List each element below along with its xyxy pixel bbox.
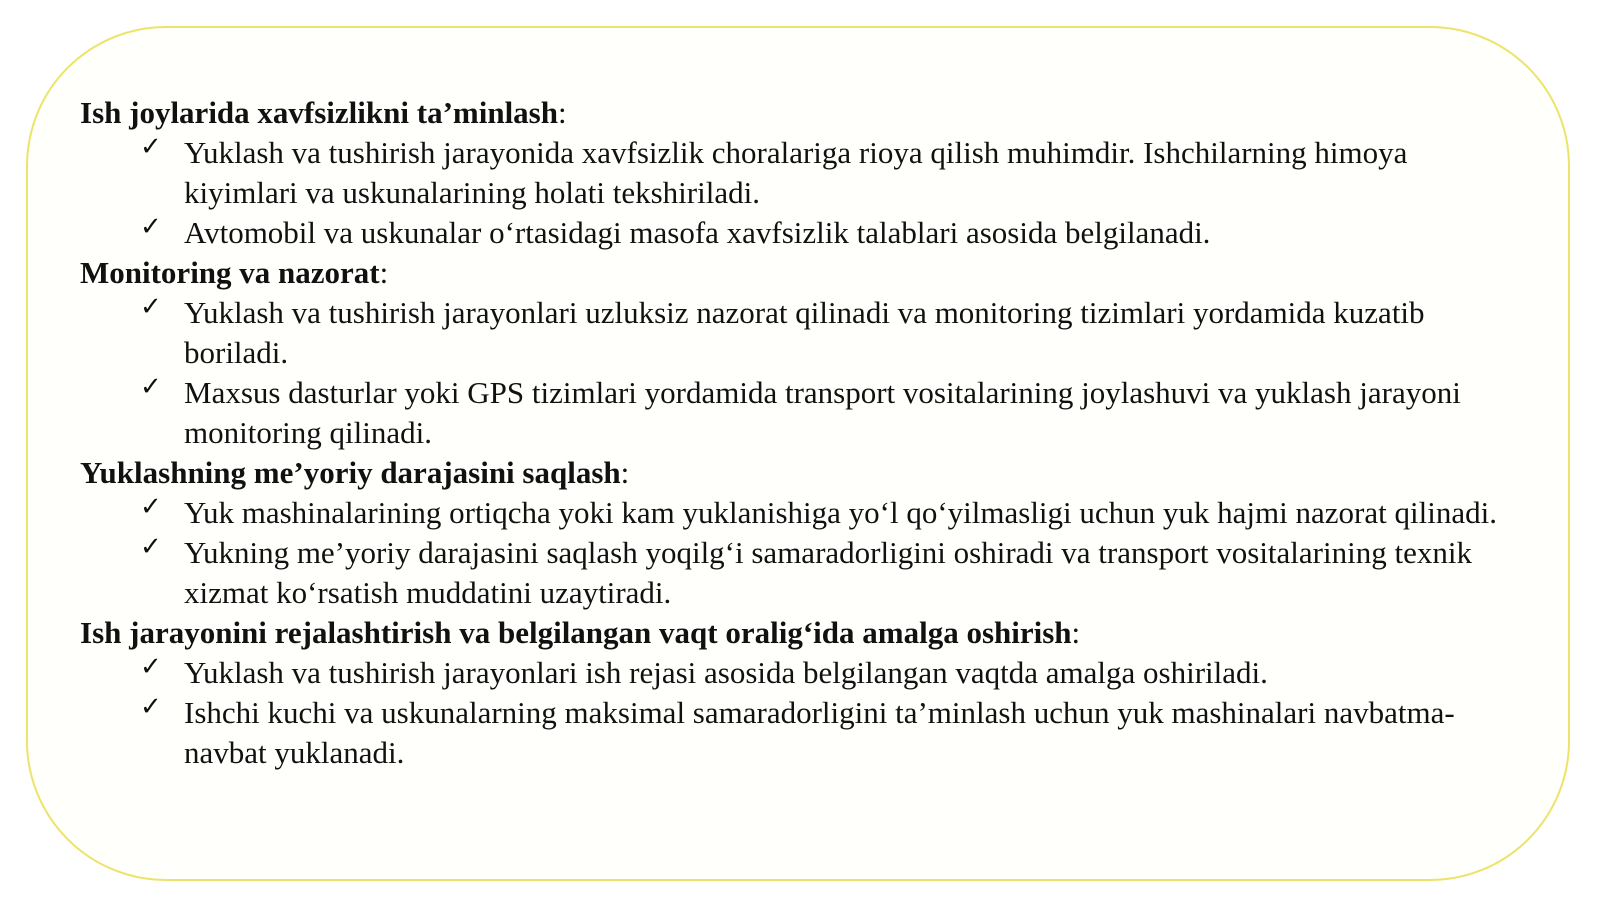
checkmark-icon: ✓ (140, 292, 162, 322)
list-item-text: Yuk mashinalarining ortiqcha yoki kam yuklanishiga yo‘l qo‘yilmasligi uchun yuk hajmi nazorat qilinadi. (184, 495, 1497, 530)
list-item (80, 693, 1520, 773)
list-item (80, 493, 1520, 533)
checkmark-icon: ✓ (140, 132, 162, 162)
checkmark-icon: ✓ (140, 372, 162, 402)
list-item-text: Yuklash va tushirish jarayonlari uzluksiz nazorat qilinadi va monitoring tizimlari yordamida kuzatib boriladi. (184, 295, 1425, 370)
list-item-text: Ishchi kuchi va uskunalarning maksimal samaradorligini ta’minlash uchun yuk mashinalari navbatma-navbat yuklanadi. (184, 695, 1455, 770)
list-item (80, 133, 1520, 213)
checkmark-icon: ✓ (140, 692, 162, 722)
heading-colon: : (1071, 615, 1081, 650)
heading-colon: : (379, 255, 389, 290)
section-heading (80, 253, 1520, 293)
bullet-list (80, 493, 1520, 613)
checkmark-icon: ✓ (140, 492, 162, 522)
section-heading (80, 453, 1520, 493)
checkmark-icon: ✓ (140, 532, 162, 562)
section-monitoring (80, 253, 1520, 453)
section-title: Monitoring va nazorat (80, 255, 380, 290)
list-item-text: Yuklash va tushirish jarayonlari ish rejasi asosida belgilangan vaqtda amalga oshiriladi. (184, 655, 1268, 690)
checkmark-icon: ✓ (140, 212, 162, 242)
heading-colon: : (558, 95, 567, 130)
list-item (80, 533, 1520, 613)
section-heading (80, 613, 1520, 653)
list-item-text: Yuklash va tushirish jarayonida xavfsizlik choralariga rioya qilish muhimdir. Ishchilarning himoya kiyimlari va uskunalarining holati tekshiriladi. (184, 135, 1408, 210)
list-item (80, 373, 1520, 453)
checkmark-icon: ✓ (140, 652, 162, 682)
bullet-list (80, 133, 1520, 253)
list-item (80, 653, 1520, 693)
list-item (80, 213, 1520, 253)
heading-colon: : (620, 455, 630, 490)
section-title: Yuklashning me’yoriy darajasini saqlash (80, 455, 621, 490)
section-heading (80, 93, 1520, 133)
list-item (80, 293, 1520, 373)
section-load-level (80, 453, 1520, 613)
section-title: Ish joylarida xavfsizlikni ta’minlash (80, 95, 558, 130)
bullet-list (80, 653, 1520, 773)
section-workplace-safety (80, 93, 1520, 253)
bullet-list (80, 293, 1520, 453)
section-title: Ish jarayonini rejalashtirish va belgilangan vaqt oralig‘ida amalga oshirish (80, 615, 1072, 650)
list-item-text: Avtomobil va uskunalar o‘rtasidagi masofa xavfsizlik talablari asosida belgilanadi. (184, 215, 1211, 250)
section-work-planning (80, 613, 1520, 773)
list-item-text: Maxsus dasturlar yoki GPS tizimlari yordamida transport vositalarining joylashuvi va yuklash jarayoni monitoring qilinadi. (184, 375, 1461, 450)
document-body (80, 93, 1520, 773)
list-item-text: Yukning me’yoriy darajasini saqlash yoqilg‘i samaradorligini oshiradi va transport vositalarining texnik xizmat ko‘rsatish muddatini uzaytiradi. (184, 535, 1472, 610)
